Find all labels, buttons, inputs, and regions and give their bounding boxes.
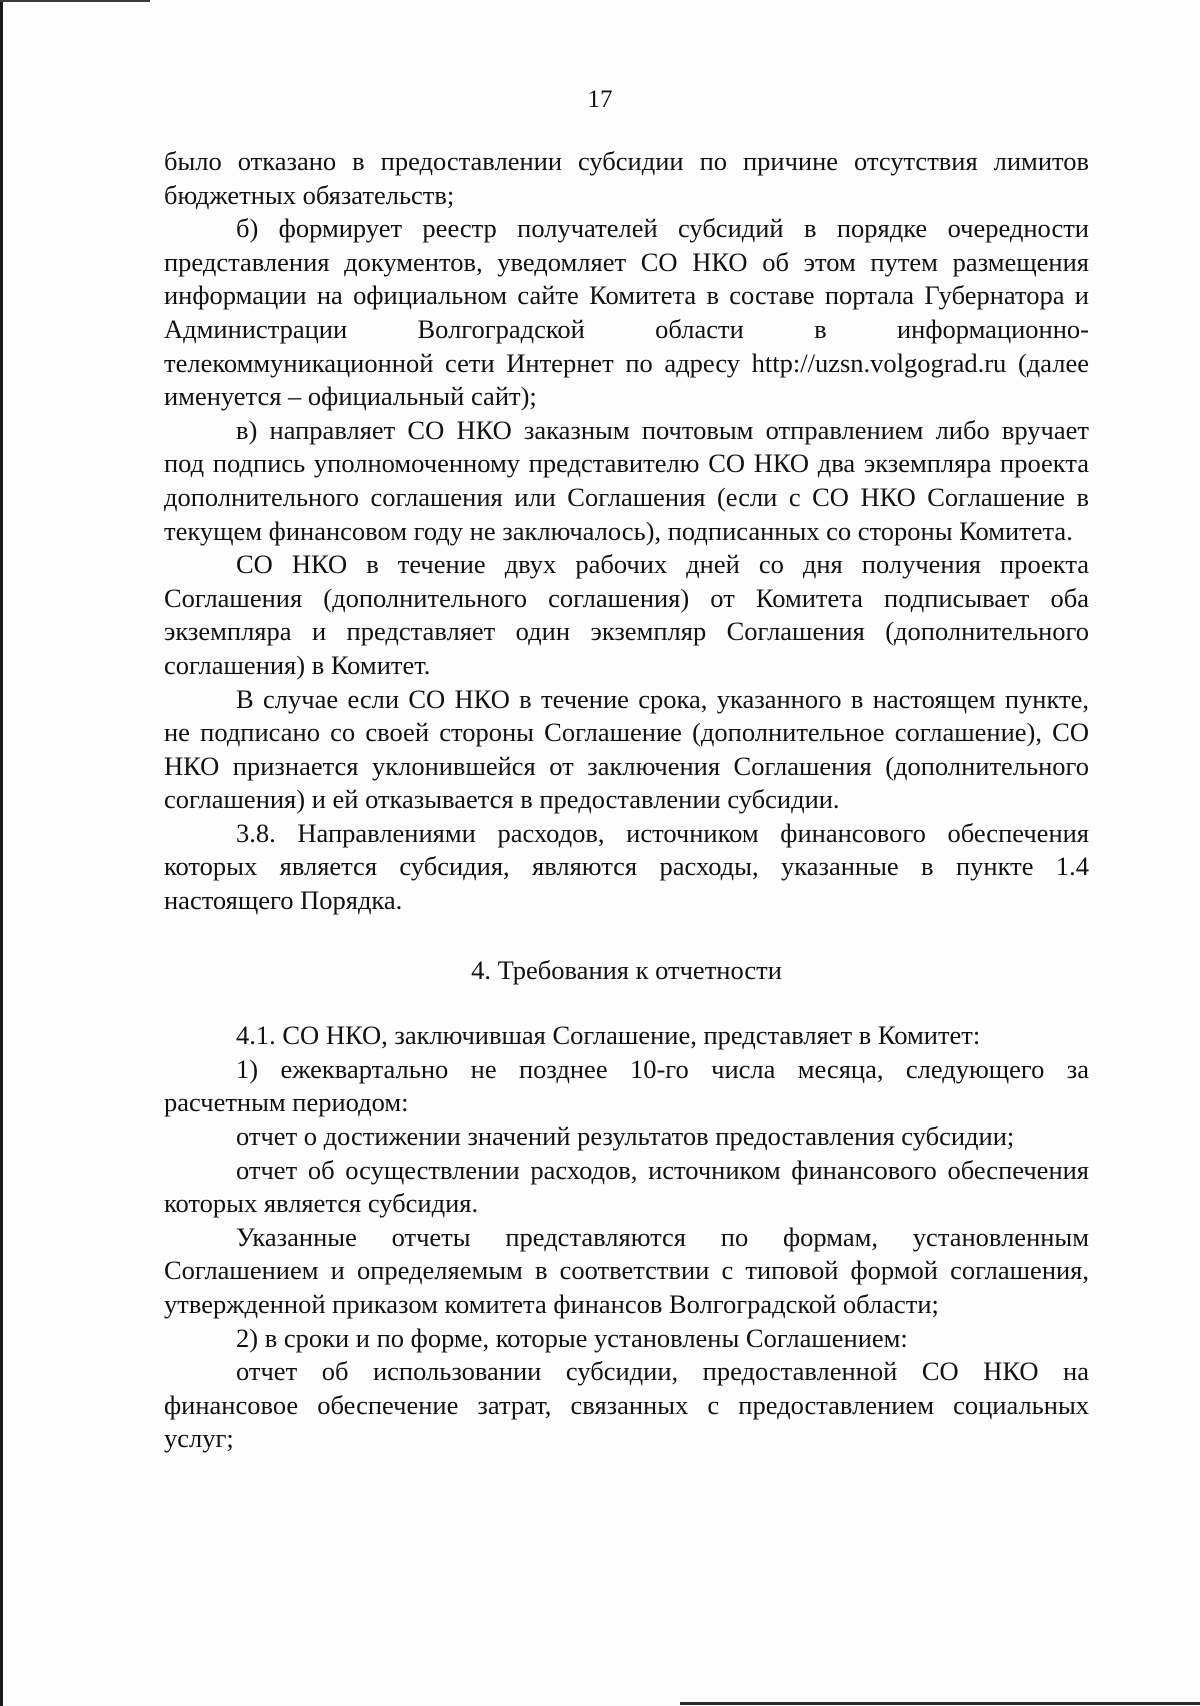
paragraph-item-v: в) направляет СО НКО заказным почтовым отправлением либо вручает под подпись уполномоченному представителю СО НКО два экземпляра проекта дополнительного соглашения или Соглашения (если с СО НКО Соглашение в текущем финансовом году не заключалось), подписанных со стороны Комитета.: [164, 414, 1089, 546]
paragraph-item-2: 2) в сроки и по форме, которые установлены Соглашением:: [236, 1322, 908, 1353]
section-heading: 4. Требования к отчетности: [471, 954, 782, 985]
paragraph-signing-term: СО НКО в течение двух рабочих дней со дня получения проекта Соглашения (дополнительного соглашения) от Комитета подписывает оба экземпляра и представляет один экземпляр Соглашения (дополнительного соглашения) в Комитет.: [164, 549, 1089, 680]
scan-border-top: [0, 0, 150, 2]
paragraph-4-1: 4.1. СО НКО, заключившая Соглашение, представляет в Комитет:: [236, 1020, 981, 1051]
document-body: [164, 145, 1089, 1456]
scan-border-left: [0, 0, 3, 1706]
paragraph-quarterly: 1) ежеквартально не позднее 10-го числа месяца, следующего за расчетным периодом:: [164, 1053, 1089, 1118]
scan-border-bottom: [680, 1702, 1200, 1705]
paragraph-item-b: б) формирует реестр получателей субсидий в порядке очередности представления документов, уведомляет СО НКО об этом путем размещения информации на официальном сайте Комитета в составе портала Губернатора и Администрации Волгоградской области в информационно-телекоммуникационной сети Интернет по адресу http://uzsn.volgograd.ru (далее именуется – официальный сайт);: [164, 213, 1089, 412]
paragraph-report-forms: Указанные отчеты представляются по формам, установленным Соглашением и определяемым в соответствии с типовой формой соглашения, утвержденной приказом комитета финансов Волгоградской области;: [164, 1221, 1089, 1319]
page-number: 17: [587, 86, 613, 113]
paragraph-refusal: В случае если СО НКО в течение срока, указанного в настоящем пункте, не подписано со своей стороны Соглашение (дополнительное соглашение), СО НКО признается уклонившейся от заключения Соглашения (дополнительного соглашения) и ей отказывается в предоставлении субсидии.: [164, 683, 1089, 815]
paragraph-report-usage: отчет об использовании субсидии, предоставленной СО НКО на финансовое обеспечение затрат, связанных с предоставлением социальных услуг;: [164, 1356, 1089, 1454]
paragraph-continuation: было отказано в предоставлении субсидии по причине отсутствия лимитов бюджетных обязательств;: [164, 146, 1089, 210]
paragraph-report-results: отчет о достижении значений результатов предоставления субсидии;: [236, 1121, 1015, 1152]
paragraph-report-expenses: отчет об осуществлении расходов, источником финансового обеспечения которых является субсидия.: [164, 1154, 1089, 1219]
paragraph-3-8: 3.8. Направлениями расходов, источником финансового обеспечения которых является субсидия, являются расходы, указанные в пункте 1.4 настоящего Порядка.: [164, 817, 1089, 916]
